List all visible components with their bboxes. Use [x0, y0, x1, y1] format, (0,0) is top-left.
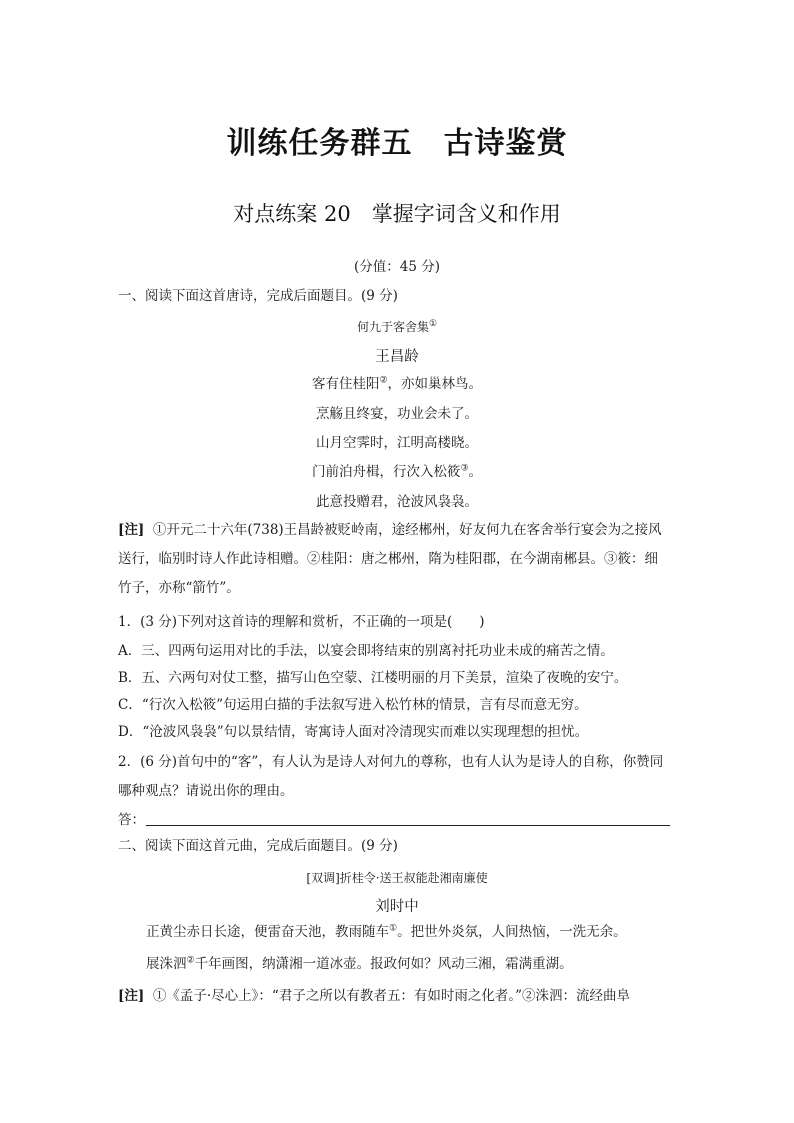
poem1-notes-line2: 送行，临别时诗人作此诗相赠。②桂阳：唐之郴州，隋为桂阳郡，在今湖南郴县。③筱：细: [118, 551, 658, 567]
score-info: (分值：45 分): [353, 259, 440, 275]
poem2-title: [双调]折桂令·送王叔能赴湘南廉使: [306, 871, 488, 885]
section2-heading: 二、阅读下面这首元曲，完成后面题目。(9 分): [118, 838, 398, 854]
poem1-line: 此意投赠君，沧波风袅袅。: [316, 494, 478, 510]
q1-stem: 1．(3 分)下列对这首诗的理解和赏析，不正确的一项是( ): [118, 614, 485, 630]
poem1-author: 王昌龄: [375, 349, 419, 365]
poem1-title-note: ①: [428, 319, 438, 329]
poem1-line: 烹觞且终宴，功业会未了。: [316, 406, 478, 422]
q1-option-c[interactable]: C．“行次入松筱”句运用白描的手法叙写进入松竹林的情景，言有尽而意无穷。: [118, 697, 588, 713]
poem1-line: 山月空霁时，江明高楼晓。: [316, 435, 478, 451]
q2-answer-label: 答：: [118, 812, 145, 828]
poem1-notes-line1: [注] ①开元二十六年(738)王昌龄被贬岭南，途经郴州，好友何九在客舍举行宴会为之接风: [118, 522, 662, 538]
page-title: 训练任务群五 古诗鉴赏: [226, 126, 568, 161]
poem2-line1: 正黄尘赤日长途，便雷奋天池，教雨随车①。把世外炎氛，人间热恼，一洗无余。: [146, 923, 627, 940]
poem1-title: 何九于客舍集①: [356, 319, 438, 334]
notes-label: [注]: [118, 522, 145, 538]
poem2-author: 刘时中: [375, 899, 419, 915]
poem1-notes-line3: 竹子，亦称“箭竹”。: [118, 580, 240, 596]
q2-stem-line1: 2．(6 分)首句中的“客”，有人认为是诗人对何九的尊称，也有人认为是诗人的自称，你赞同: [118, 754, 664, 770]
poem1-line: 客有住桂阳②，亦如巢林鸟。: [311, 375, 483, 392]
poem1-line: 门前泊舟楫，行次入松筱③。: [311, 463, 483, 480]
q2-stem-line2: 哪种观点？请说出你的理由。: [118, 783, 294, 799]
section1-heading: 一、阅读下面这首唐诗，完成后面题目。(9 分): [118, 288, 398, 304]
page-subtitle: 对点练案 20 掌握字词含义和作用: [233, 202, 561, 226]
notes-label: [注]: [118, 988, 145, 1004]
poem2-line2: 展洙泗②千年画图，纳潇湘一道冰壶。报政何如？风动三湘，霜满重湖。: [146, 955, 573, 972]
q1-option-a[interactable]: A．三、四两句运用对比的手法，以宴会即将结束的别离衬托功业未成的痛苦之情。: [118, 643, 614, 659]
q1-option-b[interactable]: B．五、六两句对仗工整，描写山色空蒙、江楼明丽的月下美景，渲染了夜晚的安宁。: [118, 670, 628, 686]
poem2-notes: [注] ①《孟子·尽心上》：“君子之所以有教者五：有如时雨之化者。”②洙泗：流经曲阜: [118, 988, 630, 1004]
q1-option-d[interactable]: D．“沧波风袅袅”句以景结情，寄寓诗人面对冷清现实而难以实现理想的担忧。: [118, 724, 589, 740]
q2-answer-line[interactable]: [146, 825, 670, 826]
